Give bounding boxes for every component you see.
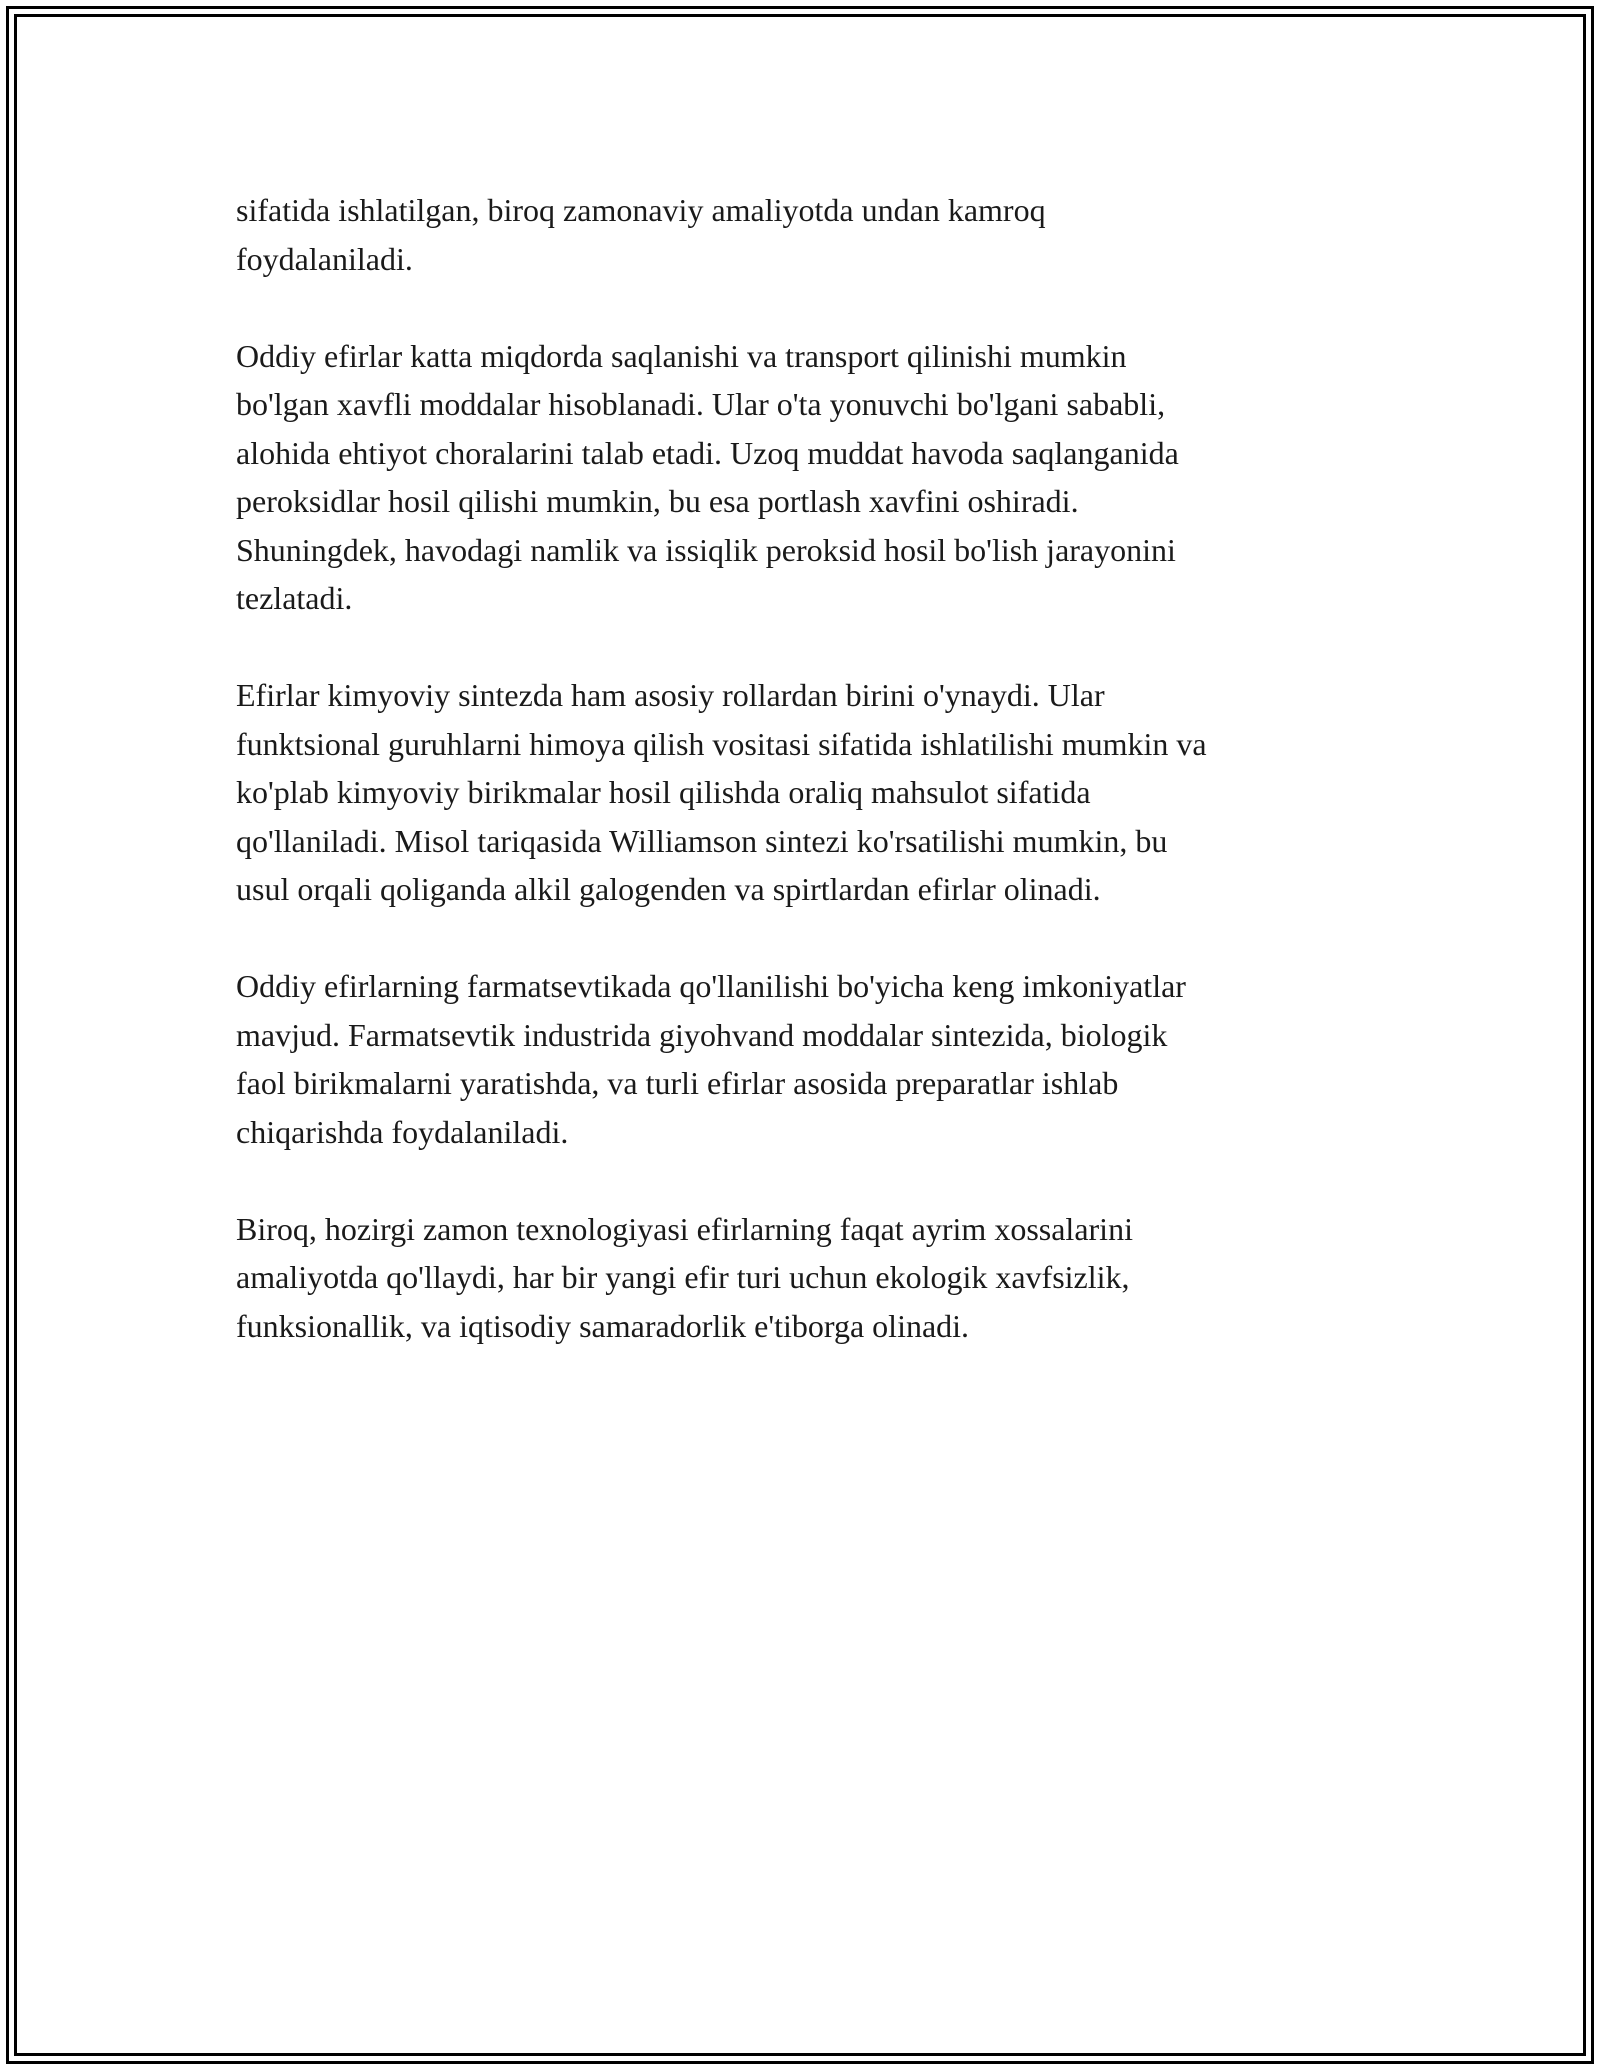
paragraph: Oddiy efirlar katta miqdorda saqlanishi va transport qilinishi mumkin bo'lgan xavfli moddalar hisoblanadi. Ular o'ta yonuvchi bo'lgani sababli, alohida ehtiyot choralarini talab etadi. Uzoq muddat havoda saqlanganida peroksidlar hosil qilishi mumkin, bu esa portlash xavfini oshiradi. Shuningdek, havodagi namlik va issiqlik peroksid hosil bo'lish jarayonini tezlatadi. xyxy=(236,337,1179,616)
document-body xyxy=(236,186,1366,1399)
paragraph: Biroq, hozirgi zamon texnologiyasi efirlarning faqat ayrim xossalarini amaliyotda qo'llaydi, har bir yangi efir turi uchun ekologik xavfsizlik, funksionallik, va iqtisodiy samaradorlik e'tiborga olinadi. xyxy=(236,1210,1133,1344)
paragraph: Efirlar kimyoviy sintezda ham asosiy rollardan birini o'ynaydi. Ular funktsional guruhlarni himoya qilish vositasi sifatida ishlatilishi mumkin va ko'plab kimyoviy birikmalar hosil qilishda oraliq mahsulot sifatida qo'llaniladi. Misol tariqasida Williamson sintezi ko'rsatilishi mumkin, bu usul orqali qoliganda alkil galogenden va spirtlardan efirlar olinadi. xyxy=(236,677,1207,907)
paragraph: sifatida ishlatilgan, biroq zamonaviy amaliyotda undan kamroq foydalaniladi. xyxy=(236,192,1046,277)
paragraph: Oddiy efirlarning farmatsevtikada qo'llanilishi bo'yicha keng imkoniyatlar mavjud. Farmatsevtik industrida giyohvand moddalar sintezida, biologik faol birikmalarni yaratishda, va turli efirlar asosida preparatlar ishlab chiqarishda foydalaniladi. xyxy=(236,968,1186,1150)
